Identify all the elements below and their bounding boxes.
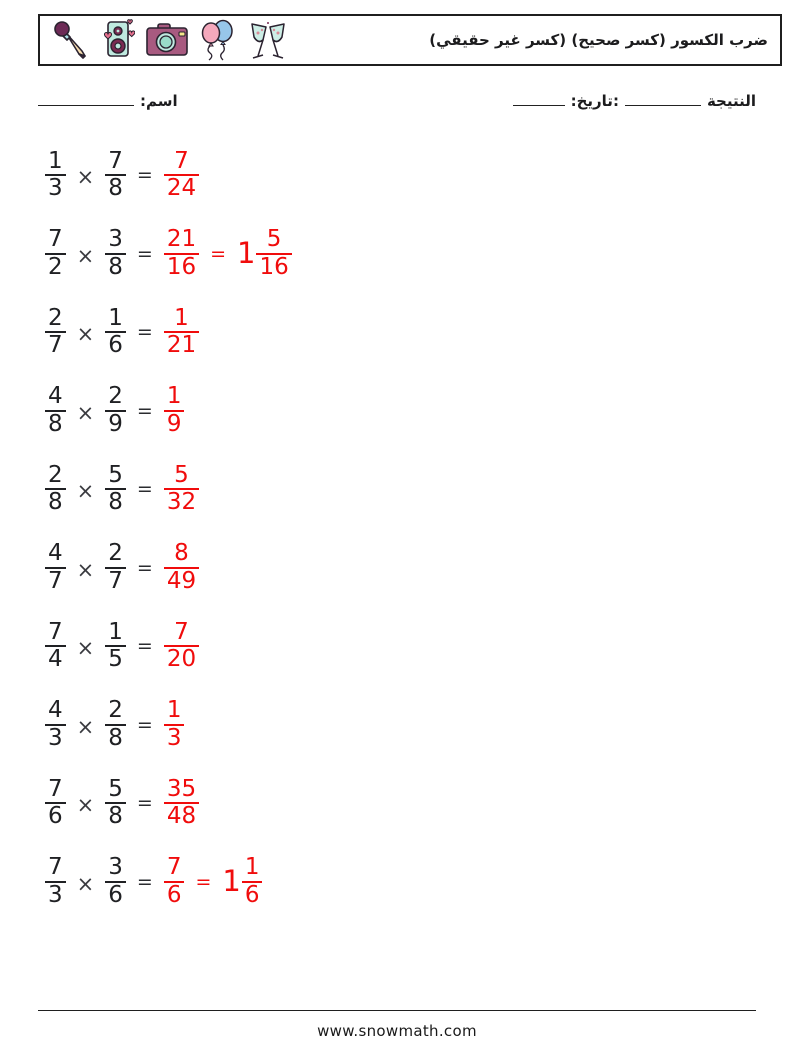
fraction-operand-1-denominator: 2 (45, 253, 66, 281)
mixed-whole-number: 1 (222, 864, 241, 899)
fraction-operand-1 (45, 541, 66, 595)
fraction-operand-2-denominator: 8 (105, 253, 126, 281)
fraction-operand-2 (105, 306, 126, 360)
date-blank-line[interactable] (513, 92, 565, 106)
fraction-operand-1 (45, 855, 66, 909)
answer-fraction (164, 855, 185, 909)
answer-fraction (164, 463, 199, 517)
fraction-operand-1-denominator: 6 (45, 802, 66, 830)
equals-sign-mixed: = (195, 870, 212, 893)
answer-fraction-denominator: 9 (164, 410, 185, 438)
equals-sign: = (136, 399, 153, 422)
header-icons (52, 18, 290, 62)
problem-row (45, 215, 745, 294)
fraction-operand-2-denominator: 8 (105, 174, 126, 202)
fraction-operand-1-numerator: 2 (48, 304, 63, 331)
answer-fraction-numerator: 1 (166, 383, 182, 409)
fraction-operand-1-numerator: 7 (48, 775, 63, 802)
cheers-glasses-icon (246, 18, 290, 62)
equals-sign: = (136, 321, 153, 344)
answer-fraction-denominator: 21 (164, 331, 199, 359)
fraction-operand-1 (45, 384, 66, 438)
fraction-operand-1-numerator: 7 (48, 618, 63, 645)
fraction-operand-2-denominator: 8 (105, 724, 126, 752)
fraction-operand-1 (45, 306, 66, 360)
fraction-operand-1 (45, 149, 66, 203)
answer-fraction-numerator: 7 (174, 618, 189, 645)
date-score-field-group (513, 92, 756, 110)
times-operator: × (76, 636, 95, 661)
fraction-operand-1-numerator: 2 (48, 461, 63, 488)
times-operator: × (76, 400, 95, 425)
fraction-operand-2-numerator: 2 (108, 540, 123, 566)
problem-row (45, 686, 745, 765)
fraction-operand-2-denominator: 9 (105, 410, 126, 438)
fraction-operand-2-numerator: 5 (108, 775, 123, 802)
fraction-operand-1-denominator: 4 (45, 645, 66, 673)
fraction-operand-1-numerator: 1 (48, 147, 63, 174)
fraction-operand-1 (45, 620, 66, 674)
mixed-fraction-denominator: 6 (242, 881, 263, 909)
fraction-operand-2-numerator: 3 (108, 226, 123, 252)
fraction-operand-1-denominator: 7 (45, 567, 66, 595)
fraction-operand-2-numerator: 3 (108, 854, 123, 880)
answer-fraction (164, 227, 199, 281)
fraction-operand-1-numerator: 4 (48, 540, 63, 566)
fraction-operand-1 (45, 227, 66, 281)
fraction-operand-2 (105, 620, 126, 674)
mixed-fraction (242, 855, 263, 909)
answer-fraction-numerator: 1 (166, 697, 182, 723)
problem-row (45, 136, 745, 215)
times-operator: × (76, 793, 95, 818)
answer-fraction-denominator: 16 (164, 253, 199, 281)
times-operator: × (76, 479, 95, 504)
fraction-operand-2-numerator: 2 (108, 697, 123, 723)
fraction-operand-2 (105, 149, 126, 203)
problem-row (45, 450, 745, 529)
answer-fraction-numerator: 7 (166, 854, 182, 880)
fraction-operand-1 (45, 698, 66, 752)
equals-sign: = (136, 164, 153, 187)
answer-fraction-numerator: 35 (166, 775, 197, 802)
camera-icon (144, 20, 190, 60)
mixed-fraction-denominator: 16 (256, 253, 291, 281)
mixed-fraction-numerator: 5 (266, 226, 282, 252)
fraction-operand-2-denominator: 7 (105, 567, 126, 595)
date-label: :تاريخ: (570, 92, 619, 110)
times-operator: × (76, 165, 95, 190)
answer-fraction-denominator: 48 (164, 802, 199, 830)
fraction-operand-2-denominator: 6 (105, 881, 126, 909)
times-operator: × (76, 322, 95, 347)
fraction-operand-2-denominator: 8 (105, 488, 126, 516)
fraction-operand-2-denominator: 5 (105, 645, 126, 673)
answer-fraction-denominator: 3 (164, 724, 185, 752)
answer-fraction-numerator: 1 (174, 304, 189, 331)
worksheet-title: ضرب الكسور (كسر صحيح) (كسر غير حقيقي) (429, 31, 768, 49)
equals-sign: = (136, 870, 153, 893)
fraction-operand-1-numerator: 7 (48, 854, 63, 880)
fraction-operand-1-numerator: 7 (48, 226, 63, 252)
answer-fraction (164, 384, 185, 438)
fraction-operand-2-denominator: 8 (105, 802, 126, 830)
answer-fraction-denominator: 49 (164, 567, 199, 595)
fraction-operand-1 (45, 777, 66, 831)
fraction-operand-1 (45, 463, 66, 517)
answer-fraction-denominator: 20 (164, 645, 199, 673)
equals-sign: = (136, 635, 153, 658)
fraction-operand-1-denominator: 8 (45, 410, 66, 438)
problem-row (45, 372, 745, 451)
header-box (38, 14, 782, 66)
equals-sign: = (136, 556, 153, 579)
fraction-operand-2-denominator: 6 (105, 331, 126, 359)
answer-fraction (164, 541, 199, 595)
name-label: :اسم (140, 92, 178, 110)
fraction-operand-1-numerator: 4 (48, 697, 63, 723)
mixed-whole-number: 1 (237, 236, 256, 271)
microphone-icon (52, 19, 92, 61)
fraction-operand-1-denominator: 7 (45, 331, 66, 359)
times-operator: × (76, 243, 95, 268)
mixed-number-answer (222, 855, 262, 909)
problem-row (45, 529, 745, 608)
answer-fraction-numerator: 21 (166, 226, 197, 252)
fraction-operand-1-denominator: 3 (45, 881, 66, 909)
equals-sign: = (136, 792, 153, 815)
equals-sign: = (136, 478, 153, 501)
answer-fraction (164, 149, 199, 203)
fraction-operand-2-numerator: 1 (108, 618, 123, 645)
fraction-operand-2 (105, 463, 126, 517)
fraction-operand-2-numerator: 5 (108, 461, 123, 488)
fraction-operand-2 (105, 855, 126, 909)
mixed-fraction (256, 227, 291, 281)
fields-row (38, 92, 756, 110)
answer-fraction-denominator: 6 (164, 881, 185, 909)
speaker-icon (101, 18, 135, 62)
fraction-operand-2 (105, 227, 126, 281)
equals-sign: = (136, 713, 153, 736)
fraction-operand-2 (105, 698, 126, 752)
name-field-group (38, 92, 178, 110)
mixed-number-answer (237, 227, 292, 281)
mixed-fraction-numerator: 1 (244, 854, 260, 880)
problem-row (45, 764, 745, 843)
answer-fraction (164, 698, 185, 752)
times-operator: × (76, 714, 95, 739)
times-operator: × (76, 871, 95, 896)
fraction-operand-2 (105, 777, 126, 831)
score-blank-line[interactable] (625, 92, 701, 106)
balloons-icon (199, 18, 237, 62)
answer-fraction-numerator: 5 (174, 461, 189, 488)
footer-url: www.snowmath.com (317, 1022, 477, 1040)
problems-list (45, 136, 745, 921)
fraction-operand-2 (105, 384, 126, 438)
fraction-operand-2-numerator: 7 (108, 147, 123, 174)
fraction-operand-1-denominator: 8 (45, 488, 66, 516)
fraction-operand-2-numerator: 2 (108, 383, 123, 409)
equals-sign: = (136, 242, 153, 265)
fraction-operand-1-denominator: 3 (45, 174, 66, 202)
score-label: النتيجة (706, 92, 756, 110)
problem-row (45, 293, 745, 372)
fraction-operand-2-numerator: 1 (108, 304, 123, 331)
fraction-operand-1-denominator: 3 (45, 724, 66, 752)
equals-sign-mixed: = (210, 242, 227, 265)
times-operator: × (76, 557, 95, 582)
answer-fraction-numerator: 7 (174, 147, 189, 174)
answer-fraction (164, 620, 199, 674)
answer-fraction (164, 306, 199, 360)
fraction-operand-1-numerator: 4 (48, 383, 63, 409)
answer-fraction (164, 777, 199, 831)
footer-divider (38, 1010, 756, 1011)
fraction-operand-2 (105, 541, 126, 595)
answer-fraction-denominator: 24 (164, 174, 199, 202)
problem-row (45, 607, 745, 686)
problem-row (45, 843, 745, 922)
answer-fraction-denominator: 32 (164, 488, 199, 516)
name-blank-line[interactable] (38, 92, 134, 106)
answer-fraction-numerator: 8 (174, 540, 189, 566)
